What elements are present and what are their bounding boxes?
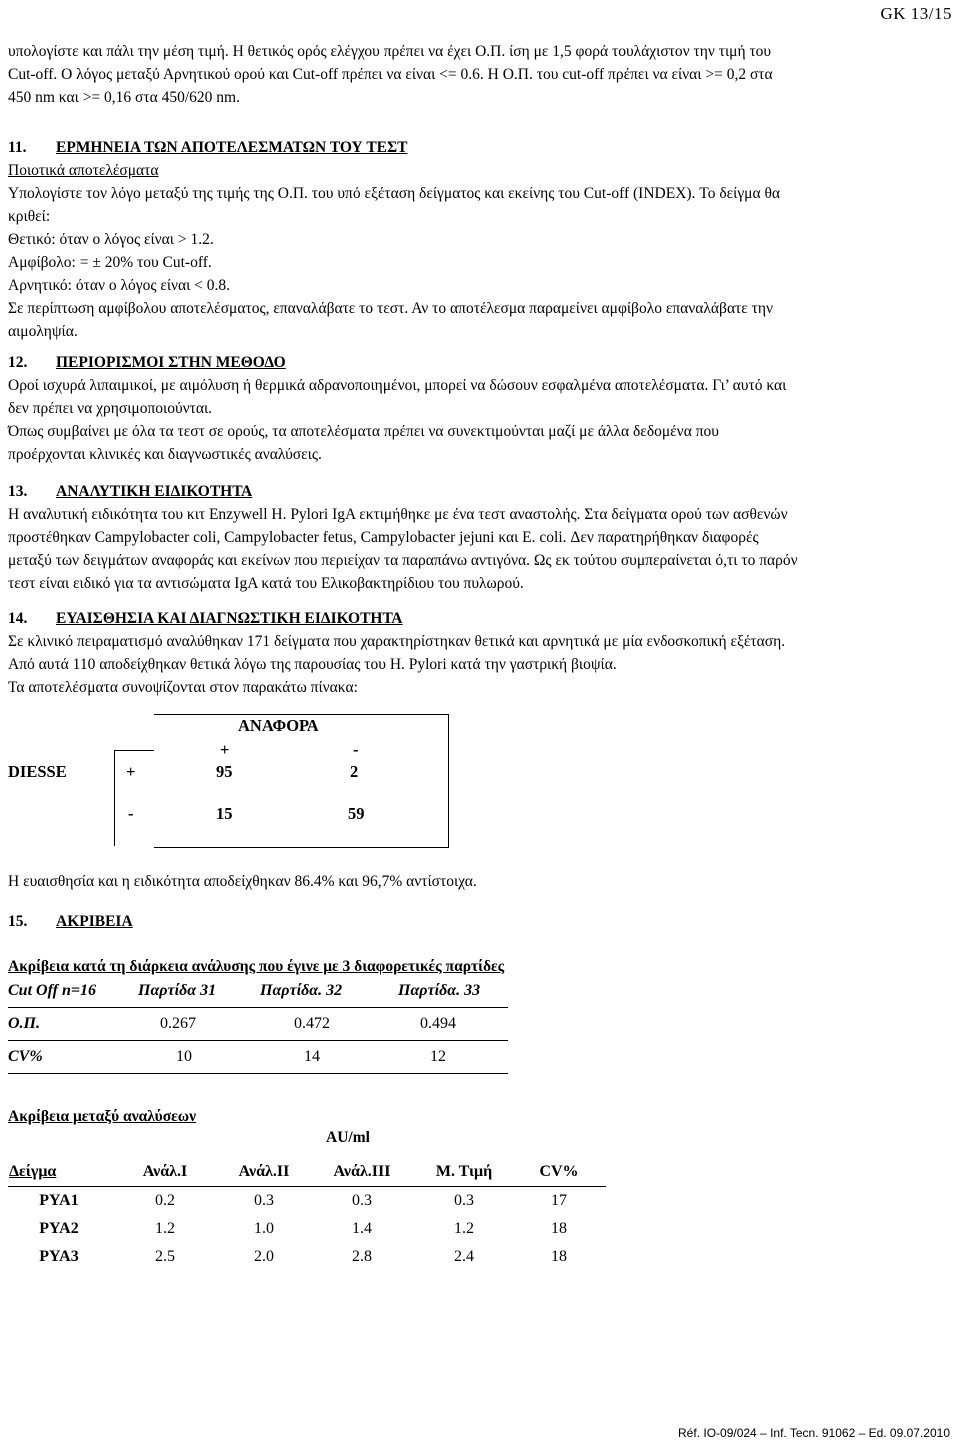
table-cell: PYA1 xyxy=(39,1192,79,1209)
table-header: CV% xyxy=(539,1163,579,1180)
text-line: προέρχονται κλινικές και διαγνωστικές αναλύσεις. xyxy=(8,446,322,463)
table-header-row xyxy=(8,975,508,1008)
section-heading xyxy=(8,910,954,933)
text-line: Αμφίβολο: = ± 20% του Cut-off. xyxy=(8,254,212,271)
text-line: Η ευαισθησία και η ειδικότητα αποδείχθηκαν 86.4% και 96,7% αντίστοιχα. xyxy=(8,873,477,890)
table-cell: 2.8 xyxy=(352,1248,372,1265)
summary-line xyxy=(8,870,954,893)
table-cell: 14 xyxy=(304,1048,320,1065)
table-cell: Ο.Π. xyxy=(8,1015,40,1032)
section-title: ΕΡΜΗΝΕΙΑ ΤΩΝ ΑΠΟΤΕΛΕΣΜΑΤΩΝ ΤΟΥ ΤΕΣΤ xyxy=(56,139,408,156)
section-heading xyxy=(8,136,954,159)
text-line: Αρνητικό: όταν ο λόγος είναι < 0.8. xyxy=(8,277,231,294)
unit-label xyxy=(326,1126,426,1149)
table-header: Ανάλ.ΙΙΙ xyxy=(333,1163,391,1180)
table-cell: PYA2 xyxy=(39,1220,79,1237)
section-13 xyxy=(8,480,954,595)
table-header-row xyxy=(8,1158,606,1187)
table-row xyxy=(8,1243,606,1271)
table-cell: 12 xyxy=(430,1048,446,1065)
precision-table-lots xyxy=(8,975,508,1074)
reference-positive: + xyxy=(220,740,230,759)
table-cell: 0.3 xyxy=(454,1192,474,1209)
table-row xyxy=(8,1041,508,1074)
table-cell: 18 xyxy=(551,1248,567,1265)
text-line: Υπολογίστε τον λόγο μεταξύ της τιμής της Ο.Π. του υπό εξέταση δείγματος και εκείνης του Cut-off (INDEX). Το δείγμα θα xyxy=(8,185,781,202)
precision-table-runs xyxy=(8,1158,606,1271)
section-title: ΕΥΑΙΣΘΗΣΙΑ ΚΑΙ ΔΙΑΓΝΩΣΤΙΚΗ ΕΙΔΙΚΟΤΗΤΑ xyxy=(56,610,403,627)
table-header: Παρτίδα. 32 xyxy=(260,982,343,999)
section-number: 12. xyxy=(8,354,28,371)
test-label: DIESSE xyxy=(8,762,67,781)
section-number: 14. xyxy=(8,610,28,627)
table-cell: 0.472 xyxy=(294,1015,330,1032)
table-cell: 10 xyxy=(176,1048,192,1065)
table-header: Μ. Τιμή xyxy=(435,1163,493,1180)
table-row xyxy=(8,1215,606,1243)
text-line: αιμοληψία. xyxy=(8,323,78,340)
row-positive: + xyxy=(126,762,136,781)
section-number: 11. xyxy=(8,139,27,156)
reference-negative: - xyxy=(353,740,359,759)
table-cell: 2.0 xyxy=(254,1248,274,1265)
section-heading xyxy=(8,607,954,630)
cell-pp: 95 xyxy=(216,762,233,781)
table-header: Ανάλ.Ι xyxy=(142,1163,188,1180)
intro-paragraph xyxy=(8,40,954,109)
table-header: Cut Off n=16 xyxy=(8,982,96,999)
table-cell: 0.494 xyxy=(420,1015,456,1032)
section-number: 13. xyxy=(8,483,28,500)
table-row xyxy=(8,1008,508,1041)
text-line: Cut-off. Ο λόγος μεταξύ Αρνητικού ορού και Cut-off πρέπει να είναι <= 0.6. Η Ο.Π. του cut-off πρέπει να είναι >= 0,2 στα xyxy=(8,66,773,83)
precision-title-2 xyxy=(8,1105,954,1128)
text-line: Οροί ισχυρά λιπαιμικοί, με αιμόλυση ή θερμικά αδρανοποιημένοι, μπορεί να δώσουν εσφαλμένα αποτελέσματα. Γι’ αυτό και xyxy=(8,377,787,394)
text-line: Από αυτά 110 αποδείχθηκαν θετικά λόγω της παρουσίας του H. Pylori κατά την γαστρική βιοψία. xyxy=(8,656,617,673)
text-line: τεστ είναι ειδικό για τα αντισώματα IgA κατά του Ελικοβακτηρίδιου του πυλωρού. xyxy=(8,575,524,592)
text-line: Η αναλυτική ειδικότητα του κιτ Enzywell H. Pylori IgA εκτιμήθηκε με ένα τεστ αναστολής. Στα δείγματα ορού των ασθενών xyxy=(8,506,788,523)
text-line: Τα αποτελέσματα συνοψίζονται στον παρακάτω πίνακα: xyxy=(8,679,358,696)
table-cell: 2.5 xyxy=(155,1248,175,1265)
matrix-divider xyxy=(114,750,154,751)
table-header: Ανάλ.ΙΙ xyxy=(238,1163,290,1180)
table-cell: CV% xyxy=(8,1048,43,1065)
text-line: 450 nm και >= 0,16 στα 450/620 nm. xyxy=(8,89,240,106)
table-title: Ακρίβεια μεταξύ αναλύσεων xyxy=(8,1108,197,1125)
table-cell: 0.267 xyxy=(160,1015,196,1032)
table-cell: 2.4 xyxy=(454,1248,474,1265)
text-line: μεταξύ των δειγμάτων αναφοράς και εκείνων που περιείχαν τα παραπάνω αντιγόνα. Ως εκ τούτου συμπεραίνεται ό,τι το παρόν xyxy=(8,552,798,569)
section-title: ΠΕΡΙΟΡΙΣΜΟΙ ΣΤΗΝ ΜΕΘΟΔΟ xyxy=(56,354,286,371)
cell-nn: 59 xyxy=(348,804,365,823)
section-15 xyxy=(8,910,954,933)
text-line: προστέθηκαν Campylobacter coli, Campylobacter fetus, Campylobacter jejuni και E. coli. Δεν παρατηρήθηκαν διαφορές xyxy=(8,529,759,546)
text-line: Όπως συμβαίνει με όλα τα τεστ σε ορούς, τα αποτελέσματα πρέπει να συνεκτιμούνται μαζί με άλλα δεδομένα που xyxy=(8,423,719,440)
text-line: Θετικό: όταν ο λόγος είναι > 1.2. xyxy=(8,231,214,248)
table-header: Παρτίδα 31 xyxy=(138,982,217,999)
section-title: ΑΝΑΛΥΤΙΚΗ ΕΙΔΙΚΟΤΗΤΑ xyxy=(56,483,253,500)
diagnostic-matrix xyxy=(8,714,468,846)
table-header: Δείγμα xyxy=(9,1163,57,1180)
table-cell: PYA3 xyxy=(39,1248,79,1265)
cell-np: 15 xyxy=(216,804,233,823)
section-title: ΑΚΡΙΒΕΙΑ xyxy=(56,913,133,930)
text-line: δεν πρέπει να χρησιμοποιούνται. xyxy=(8,400,213,417)
table-cell: 17 xyxy=(551,1192,567,1209)
unit-text: AU/ml xyxy=(326,1129,370,1146)
footer-reference: Réf. IO-09/024 – Inf. Tecn. 91062 – Ed. 09.07.2010 xyxy=(678,1426,950,1440)
table-cell: 18 xyxy=(551,1220,567,1237)
section-subtitle: Ποιοτικά αποτελέσματα xyxy=(8,162,159,179)
table-cell: 0.3 xyxy=(254,1192,274,1209)
text-line: Σε περίπτωση αμφίβολου αποτελέσματος, επαναλάβατε το τεστ. Αν το αποτέλεσμα παραμείνει αμφίβολο επαναλάβατε την xyxy=(8,300,774,317)
table-header: Παρτίδα. 33 xyxy=(398,982,481,999)
table-cell: 0.3 xyxy=(352,1192,372,1209)
table-row xyxy=(8,1187,606,1216)
text-line: κριθεί: xyxy=(8,208,51,225)
table-title: Ακρίβεια κατά τη διάρκεια ανάλυσης που έγινε με 3 διαφορετικές παρτίδες xyxy=(8,958,505,975)
table-cell: 1.2 xyxy=(454,1220,474,1237)
section-12 xyxy=(8,351,954,466)
text-line: υπολογίστε και πάλι την μέση τιμή. Η θετικός ορός ελέγχου πρέπει να έχει Ο.Π. ίση με 1,5 φορά τουλάχιστον την τιμή του xyxy=(8,43,772,60)
table-cell: 1.0 xyxy=(254,1220,274,1237)
section-heading xyxy=(8,480,954,503)
section-number: 15. xyxy=(8,913,28,930)
section-heading xyxy=(8,351,954,374)
matrix-divider xyxy=(114,750,115,846)
table-cell: 0.2 xyxy=(155,1192,175,1209)
section-14 xyxy=(8,607,954,699)
reference-label: ΑΝΑΦΟΡΑ xyxy=(238,716,319,735)
table-cell: 1.2 xyxy=(155,1220,175,1237)
row-negative: - xyxy=(128,804,134,823)
table-cell: 1.4 xyxy=(352,1220,372,1237)
text-line: Σε κλινικό πειραματισμό αναλύθηκαν 171 δείγματα που χαρακτηρίστηκαν θετικά και αρνητικά με μία ενδοσκοπική εξέταση. xyxy=(8,633,786,650)
section-11 xyxy=(8,136,954,343)
page-code: GK 13/15 xyxy=(880,4,952,23)
cell-pn: 2 xyxy=(350,762,359,781)
